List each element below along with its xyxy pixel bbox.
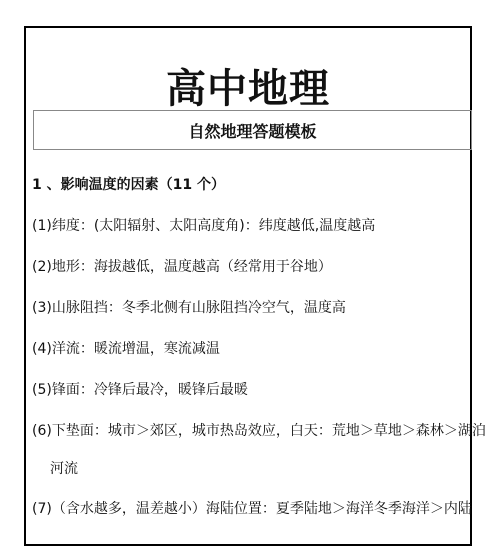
subtitle-box bbox=[33, 110, 472, 150]
list-item-continuation: 河流 bbox=[50, 461, 78, 477]
section-heading: 1 、影响温度的因素（11 个） bbox=[32, 177, 225, 193]
list-item: (4)洋流：暖流增温，寒流减温 bbox=[32, 341, 220, 357]
list-item: (6)下垫面：城市＞郊区，城市热岛效应，白天：荒地＞草地＞森林＞湖泊 bbox=[32, 423, 486, 439]
page-title: 高中地理 bbox=[166, 66, 330, 112]
document-frame bbox=[24, 26, 486, 546]
list-item: (2)地形：海拔越低，温度越高（经常用于谷地） bbox=[32, 259, 332, 275]
list-item: (1)纬度：(太阳辐射、太阳高度角)：纬度越低,温度越高 bbox=[32, 218, 376, 234]
list-item: (3)山脉阻挡：冬季北侧有山脉阻挡冷空气，温度高 bbox=[32, 300, 346, 316]
list-item: (5)锋面：冷锋后最冷，暖锋后最暖 bbox=[32, 382, 248, 398]
list-item: (7)（含水越多，温差越小）海陆位置：夏季陆地＞海洋冬季海洋＞内陆 bbox=[32, 501, 472, 517]
page-subtitle: 自然地理答题模板 bbox=[188, 121, 317, 141]
